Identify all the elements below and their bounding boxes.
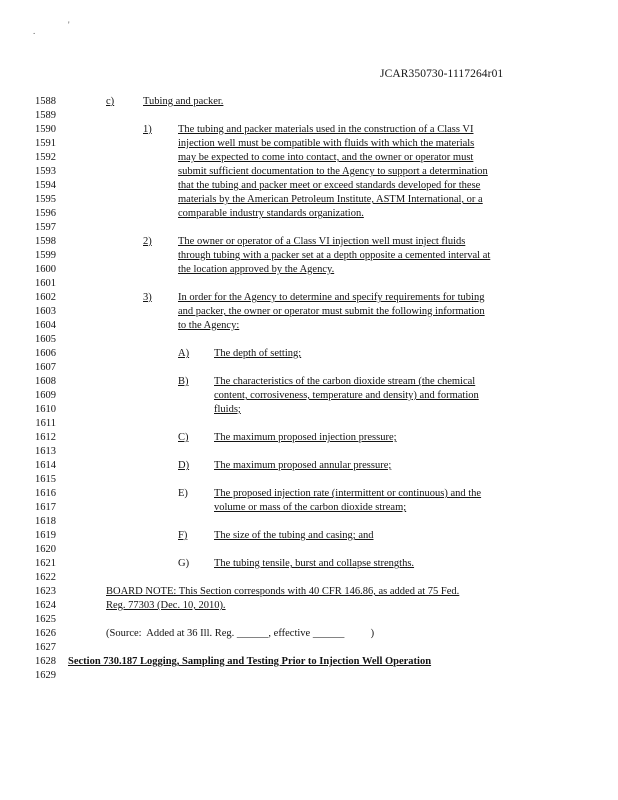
subitem-text-line: The size of the tubing and casing; and	[214, 530, 374, 541]
line-number: 1616	[35, 488, 56, 499]
line-number: 1608	[35, 376, 56, 387]
line-number: 1605	[35, 334, 56, 345]
line-number: 1610	[35, 404, 56, 415]
item-text-line: that the tubing and packer meet or exceed standards developed for these	[178, 180, 481, 191]
line-number: 1591	[35, 138, 56, 149]
line-number: 1606	[35, 348, 56, 359]
line-number: 1612	[35, 432, 56, 443]
subsection-label: c)	[106, 96, 115, 107]
line-number: 1590	[35, 124, 56, 135]
line-number: 1600	[35, 264, 56, 275]
line-number: 1624	[35, 600, 56, 611]
subitem-text-line: content, corrosiveness, temperature and density) and formation	[214, 390, 479, 401]
line-number: 1618	[35, 516, 56, 527]
line-number: 1589	[35, 110, 56, 121]
line-number: 1607	[35, 362, 56, 373]
line-number: 1609	[35, 390, 56, 401]
line-number: 1623	[35, 586, 56, 597]
item-label: 3)	[143, 292, 152, 303]
subsection-title: Tubing and packer.	[143, 96, 224, 107]
item-text-line: and packer, the owner or operator must submit the following information	[178, 306, 485, 317]
line-number: 1627	[35, 642, 56, 653]
item-text-line: submit sufficient documentation to the Agency to support a determination	[178, 166, 488, 177]
line-number: 1595	[35, 194, 56, 205]
line-number: 1592	[35, 152, 56, 163]
subitem-text-line: The maximum proposed annular pressure;	[214, 460, 392, 471]
subitem-label: G)	[178, 558, 190, 569]
item-text-line: the location approved by the Agency.	[178, 264, 335, 275]
line-number: 1626	[35, 628, 56, 639]
board-note-line: BOARD NOTE: This Section corresponds with 40 CFR 146.86, as added at 75 Fed.	[106, 586, 460, 597]
line-number: 1594	[35, 180, 56, 191]
line-number: 1604	[35, 320, 56, 331]
line-number: 1628	[35, 656, 56, 667]
line-number: 1602	[35, 292, 56, 303]
item-label: 2)	[143, 236, 152, 247]
subitem-label: C)	[178, 432, 189, 443]
subitem-text-line: The depth of setting;	[214, 348, 302, 359]
subitem-text-line: The maximum proposed injection pressure;	[214, 432, 397, 443]
subitem-text-line: The tubing tensile, burst and collapse strengths.	[214, 558, 415, 569]
subitem-label: E)	[178, 488, 188, 499]
line-number: 1614	[35, 460, 56, 471]
line-number: 1613	[35, 446, 56, 457]
subitem-text-line: volume or mass of the carbon dioxide stream;	[214, 502, 407, 513]
subitem-label: A)	[178, 348, 190, 359]
item-label: 1)	[143, 124, 152, 135]
document-id: JCAR350730-1117264r01	[380, 68, 504, 80]
line-number: 1615	[35, 474, 56, 485]
line-number: 1597	[35, 222, 56, 233]
line-number: 1625	[35, 614, 56, 625]
line-number: 1619	[35, 530, 56, 541]
scan-speck: .	[33, 26, 36, 36]
subitem-label: B)	[178, 376, 189, 387]
item-text-line: through tubing with a packer set at a depth opposite a cemented interval at	[178, 250, 491, 261]
line-number: 1588	[35, 96, 56, 107]
line-number: 1599	[35, 250, 56, 261]
item-text-line: comparable industry standards organization.	[178, 208, 364, 219]
line-number: 1598	[35, 236, 56, 247]
item-text-line: may be expected to come into contact, and the owner or operator must	[178, 152, 474, 163]
subitem-text-line: fluids;	[214, 404, 241, 415]
line-number: 1596	[35, 208, 56, 219]
item-text-line: materials by the American Petroleum Institute, ASTM International, or a	[178, 194, 483, 205]
board-note-line: Reg. 77303 (Dec. 10, 2010).	[106, 600, 226, 611]
line-number: 1629	[35, 670, 56, 681]
line-number: 1620	[35, 544, 56, 555]
line-number: 1621	[35, 558, 56, 569]
line-number: 1622	[35, 572, 56, 583]
line-number: 1603	[35, 306, 56, 317]
subitem-label: F)	[178, 530, 188, 541]
scan-speck: '	[68, 20, 70, 30]
item-text-line: The owner or operator of a Class VI injection well must inject fluids	[178, 236, 466, 247]
item-text-line: injection well must be compatible with fluids with which the materials	[178, 138, 475, 149]
section-heading: Section 730.187 Logging, Sampling and Testing Prior to Injection Well Operation	[68, 656, 432, 667]
source-note: (Source: Added at 36 Ill. Reg. ______, effective ______ )	[106, 628, 375, 639]
subitem-label: D)	[178, 460, 190, 471]
line-number: 1617	[35, 502, 56, 513]
subitem-text-line: The characteristics of the carbon dioxide stream (the chemical	[214, 376, 476, 387]
line-number: 1593	[35, 166, 56, 177]
subitem-text-line: The proposed injection rate (intermittent or continuous) and the	[214, 488, 482, 499]
item-text-line: to the Agency:	[178, 320, 240, 331]
item-text-line: In order for the Agency to determine and specify requirements for tubing	[178, 292, 485, 303]
item-text-line: The tubing and packer materials used in the construction of a Class VI	[178, 124, 474, 135]
line-number: 1611	[35, 418, 56, 429]
line-number: 1601	[35, 278, 56, 289]
